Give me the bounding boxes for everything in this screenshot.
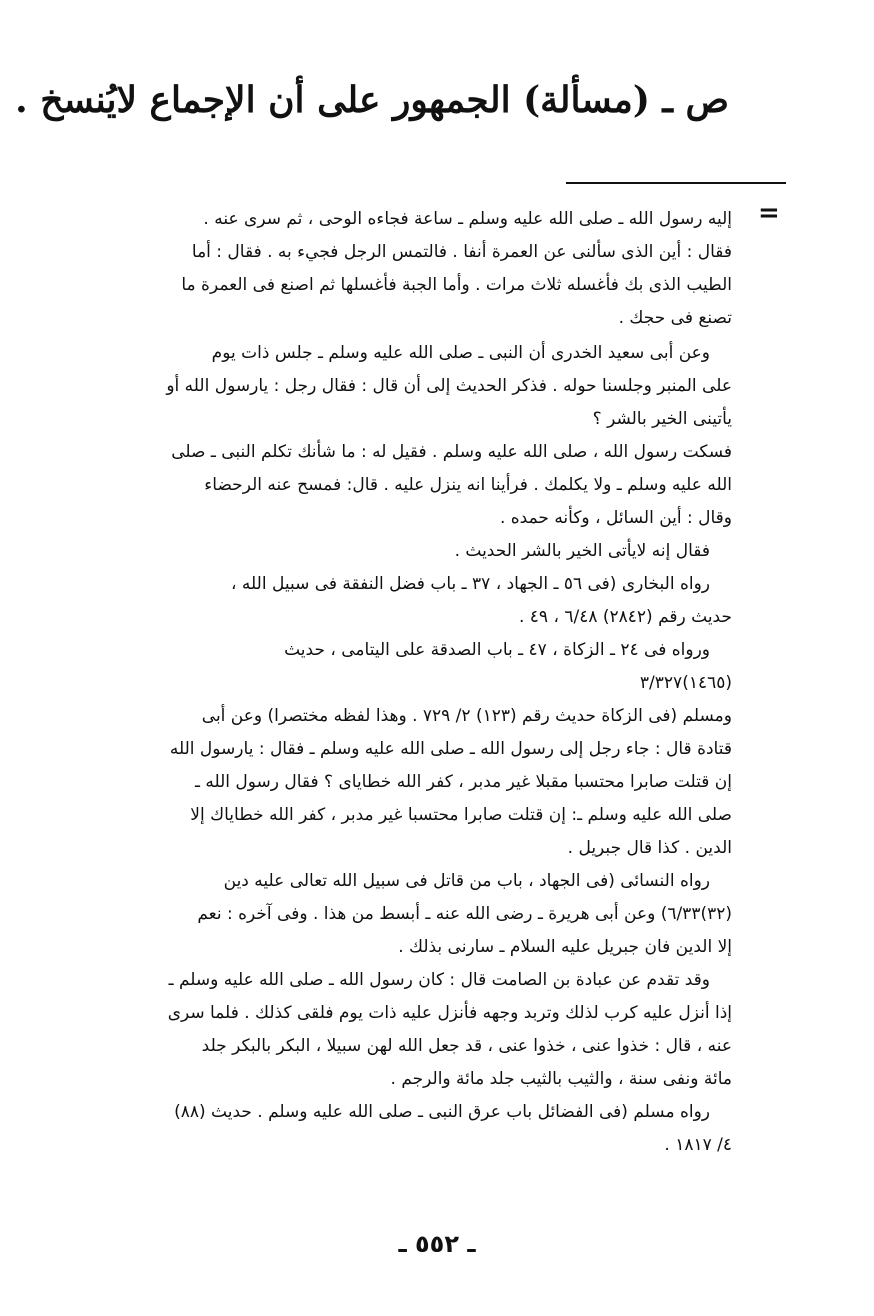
continuation-mark: = [758,198,780,228]
text-line: تصنع فى حجك . [618,308,732,328]
footnote-body [124,203,732,1162]
text-line: إليه رسول الله ـ صلى الله عليه وسلم ـ ساعة فجاءه الوحى ، ثم سرى عنه . [203,209,732,229]
text-line: إن قتلت صابرا محتسبا مقبلا غير مدبر ، كفر الله خطاياى ؟ فقال رسول الله ـ [194,772,732,792]
page-number: ـ ٥٥٢ ـ [398,1230,476,1258]
text-line: (٣٢)٦/٣٣) وعن أبى هريرة ـ رضى الله عنه ـ أبسط من هذا . وفى آخره : نعم [197,904,732,924]
text-line: الله عليه وسلم ـ ولا يكلمك . فرأينا انه ينزل عليه . قال: فمسح عنه الرحضاء [204,475,732,495]
text-line: وقال : أين السائل ، وكأنه حمده . [499,508,732,528]
text-line: الدين . كذا قال جبريل . [567,838,732,858]
text-line: حديث رقم (٢٨٤٢) ٦/٤٨ ، ٤٩ . [518,607,732,627]
text-line: ومسلم (فى الزكاة حديث رقم (١٢٣) ٢/ ٧٢٩ . وهذا لفظه مختصرا) وعن أبى [201,706,732,726]
text-line: فقال : أين الذى سألنى عن العمرة أنفا . فالتمس الرجل فجيء به . فقال : أما [191,242,732,262]
text-line: ٤/ ١٨١٧ . [664,1135,732,1155]
text-line: يأتينى الخير بالشر ؟ [592,409,732,429]
text-line: إذا أنزل عليه كرب لذلك وتربد وجهه فأنزل عليه ذات يوم فلقى كذلك . فلما سرى [167,1003,732,1023]
text-line: الطيب الذى بك فأغسله ثلاث مرات . وأما الجبة فأغسلها ثم اصنع فى العمرة ما [181,275,732,295]
text-line: وقد تقدم عن عبادة بن الصامت قال : كان رسول الله ـ صلى الله عليه وسلم ـ [168,970,710,990]
text-line: قتادة قال : جاء رجل إلى رسول الله ـ صلى الله عليه وسلم ـ فقال : يارسول الله [169,739,732,759]
separator-rule [566,182,786,184]
text-line: فقال إنه لايأتى الخير بالشر الحديث . [454,541,710,561]
section-heading: ص ـ (مسألة) الجمهور على أن الإجماع لايُنسخ . [15,79,729,121]
text-line: رواه النسائى (فى الجهاد ، باب من قاتل فى سبيل الله تعالى عليه دين [223,871,710,891]
text-line: إلا الدين فان جبريل عليه السلام ـ سارنى بذلك . [398,937,732,957]
text-line: فسكت رسول الله ، صلى الله عليه وسلم . فقيل له : ما شأنك تكلم النبى ـ صلى [171,442,732,462]
text-line: مائة ونفى سنة ، والثيب بالثيب جلد مائة والرجم . [390,1069,732,1089]
text-line: وعن أبى سعيد الخدرى أن النبى ـ صلى الله عليه وسلم ـ جلس ذات يوم [211,343,710,363]
text-line: (١٤٦٥)٣/٣٢٧ [639,673,732,693]
text-line: رواه مسلم (فى الفضائل باب عرق النبى ـ صلى الله عليه وسلم . حديث (٨٨) [174,1102,710,1122]
text-line: عنه ، قال : خذوا عنى ، خذوا عنى ، قد جعل الله لهن سبيلا ، البكر بالبكر جلد [201,1036,732,1056]
text-line: صلى الله عليه وسلم ـ: إن قتلت صابرا محتسبا غير مدبر ، كفر الله خطاياك إلا [190,805,732,825]
text-line: على المنبر وجلسنا حوله . فذكر الحديث إلى أن قال : فقال رجل : يارسول الله أو [166,376,732,396]
text-line: ورواه فى ٢٤ ـ الزكاة ، ٤٧ ـ باب الصدقة على اليتامى ، حديث [284,640,710,660]
text-line: رواه البخارى (فى ٥٦ ـ الجهاد ، ٣٧ ـ باب فضل النفقة فى سبيل الله ، [231,574,710,594]
